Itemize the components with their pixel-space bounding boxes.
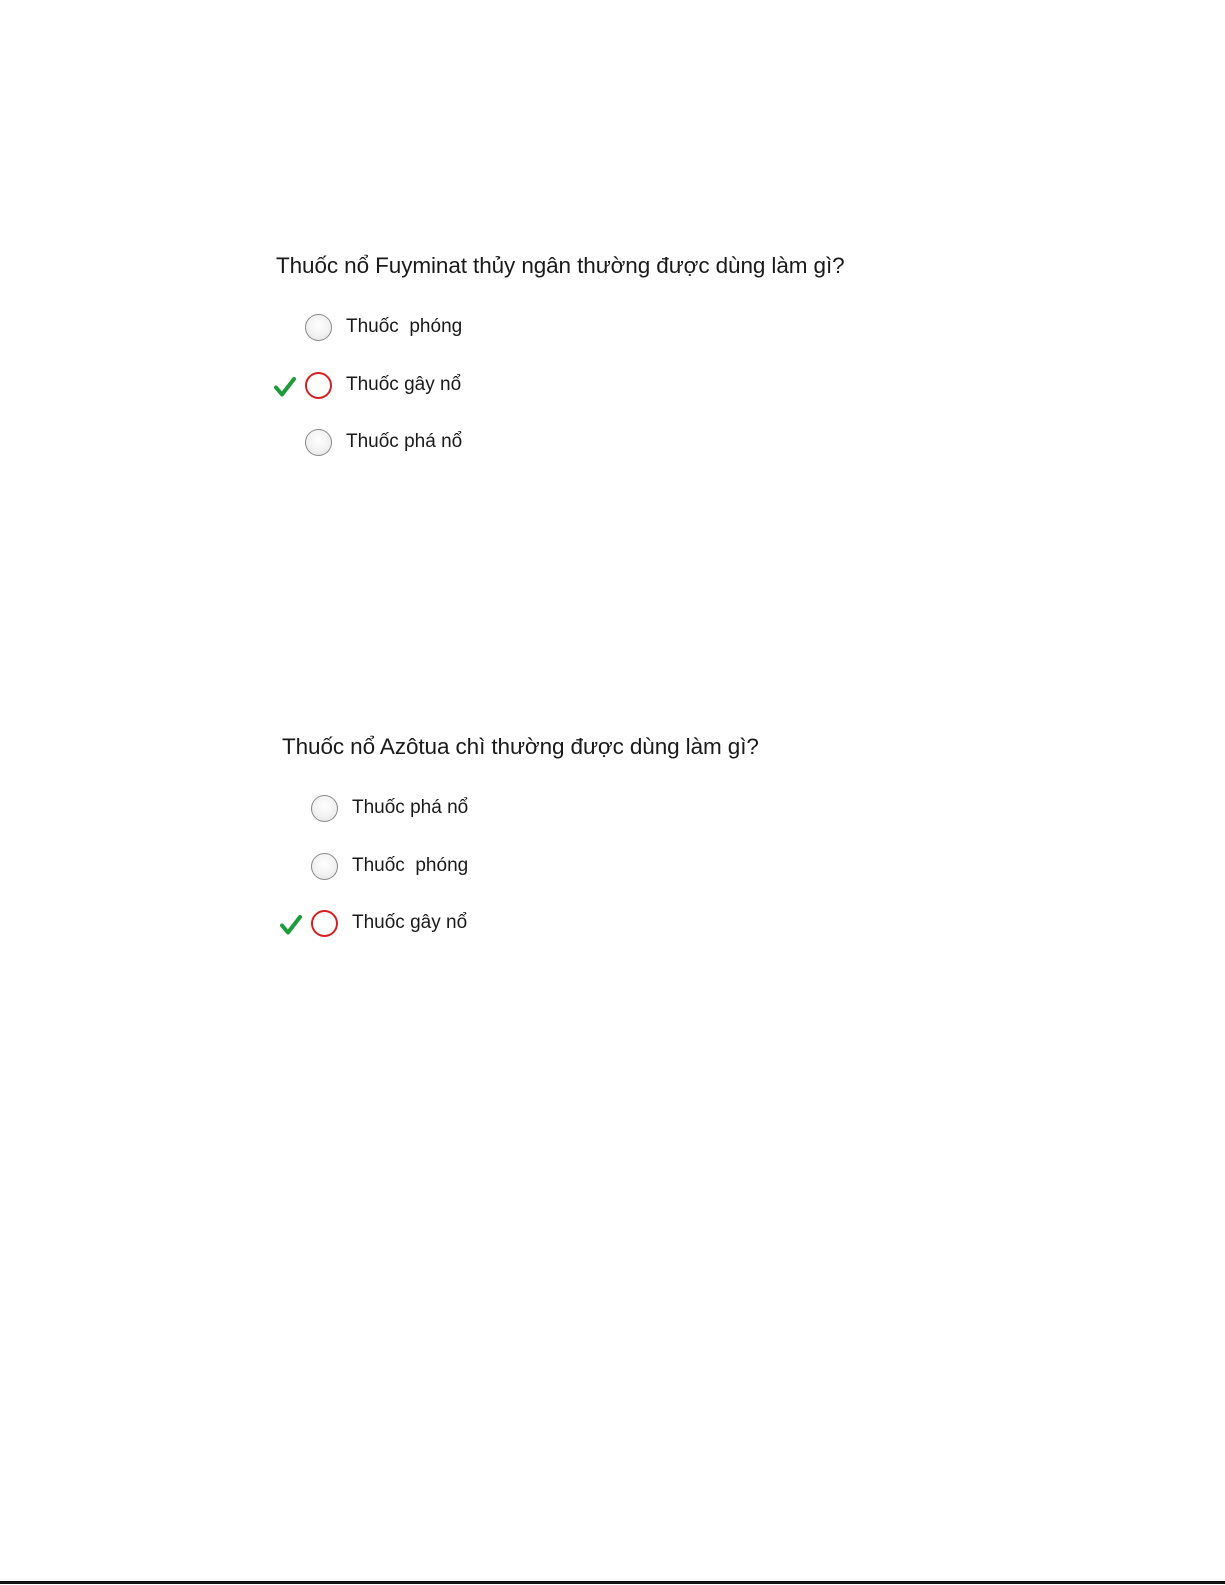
answer-option-label: Thuốc phá nổ xyxy=(346,431,463,452)
radio-unselected-icon[interactable] xyxy=(311,853,338,880)
check-icon xyxy=(280,914,302,936)
answer-option-label: Thuốc phóng xyxy=(352,855,469,876)
radio-unselected-icon[interactable] xyxy=(311,795,338,822)
answer-option-label: Thuốc phóng xyxy=(346,316,463,337)
check-icon xyxy=(274,376,296,398)
answer-option[interactable] xyxy=(276,310,676,350)
radio-unselected-icon[interactable] xyxy=(305,429,332,456)
answer-option[interactable] xyxy=(276,425,676,465)
answer-option-correct[interactable] xyxy=(282,906,682,946)
answer-option-label: Thuốc gây nổ xyxy=(346,374,462,395)
radio-marked-icon[interactable] xyxy=(305,372,332,399)
page-bottom-rule xyxy=(0,1581,1225,1584)
answer-option[interactable] xyxy=(282,849,682,889)
answer-option-correct[interactable] xyxy=(276,368,676,408)
radio-marked-icon[interactable] xyxy=(311,910,338,937)
question-text: Thuốc nổ Fuyminat thủy ngân thường được dùng làm gì? xyxy=(276,253,845,278)
question-text: Thuốc nổ Azôtua chì thường được dùng làm gì? xyxy=(282,734,759,759)
answer-option[interactable] xyxy=(282,791,682,831)
radio-unselected-icon[interactable] xyxy=(305,314,332,341)
answer-option-label: Thuốc gây nổ xyxy=(352,912,468,933)
answer-option-label: Thuốc phá nổ xyxy=(352,797,469,818)
